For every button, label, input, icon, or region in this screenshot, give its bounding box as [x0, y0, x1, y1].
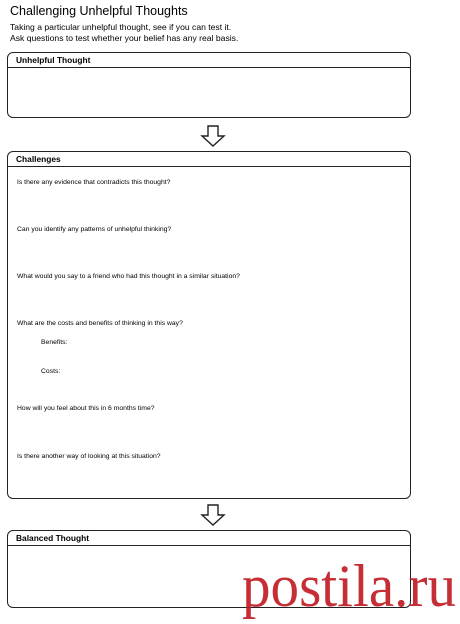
unhelpful-thought-box[interactable]	[7, 52, 411, 118]
down-arrow-icon	[200, 125, 226, 147]
unhelpful-thought-header: Unhelpful Thought	[8, 53, 410, 68]
question-costs-benefits: What are the costs and benefits of thinking in this way?	[17, 320, 183, 327]
challenges-box[interactable]	[7, 151, 411, 499]
page-subtitle-line-2: Ask questions to test whether your belief has any real basis.	[10, 33, 239, 43]
benefits-label: Benefits:	[41, 339, 68, 346]
question-evidence: Is there any evidence that contradicts this thought?	[17, 179, 171, 186]
page-subtitle-line-1: Taking a particular unhelpful thought, see if you can test it.	[10, 22, 232, 32]
challenges-header: Challenges	[8, 152, 410, 167]
question-another-way: Is there another way of looking at this situation?	[17, 453, 161, 460]
svg-text:postila.ru: postila.ru	[242, 553, 456, 619]
question-patterns: Can you identify any patterns of unhelpful thinking?	[17, 226, 172, 233]
down-arrow-icon	[200, 504, 226, 526]
page-title: Challenging Unhelpful Thoughts	[10, 4, 188, 18]
question-friend: What would you say to a friend who had this thought in a similar situation?	[17, 273, 240, 280]
costs-label: Costs:	[41, 368, 61, 375]
question-six-months: How will you feel about this in 6 months time?	[17, 405, 155, 412]
postila-watermark-logo	[240, 548, 460, 624]
balanced-thought-header: Balanced Thought	[8, 531, 410, 546]
